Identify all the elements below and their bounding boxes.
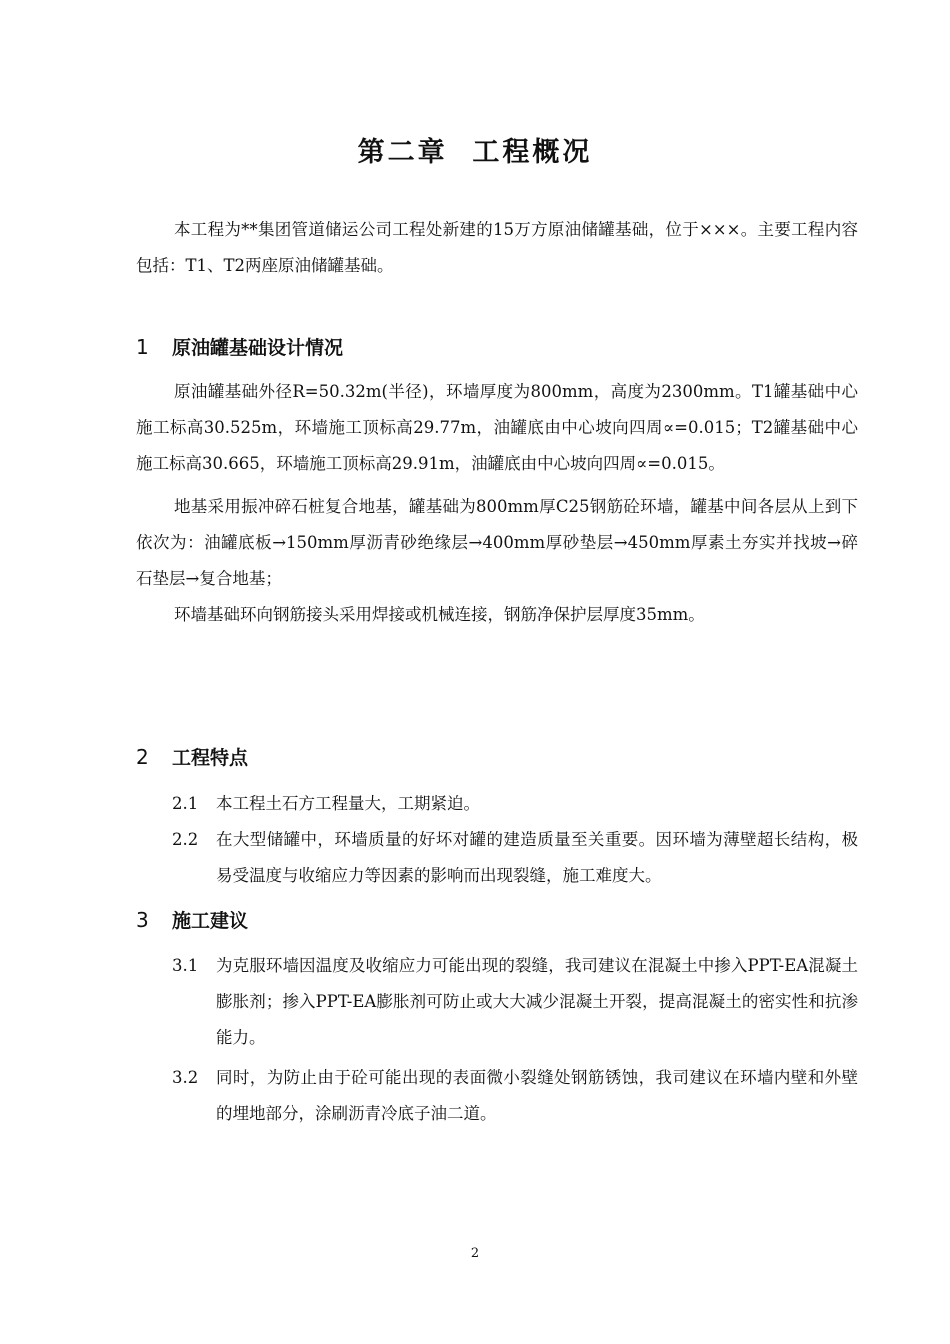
paragraph: 环墙基础环向钢筋接头采用焊接或机械连接，钢筋净保护层厚度35mm。 <box>174 605 705 624</box>
section-heading-1 <box>136 333 343 360</box>
item-number: 3.2 <box>172 1068 199 1087</box>
item-number: 3.1 <box>172 956 199 975</box>
item-number: 2.2 <box>172 830 199 849</box>
paragraph: 地基采用振冲碎石桩复合地基，罐基础为800mm厚C25钢筋砼环墙，罐基中间各层从上到下依次为：油罐底板→150mm厚沥青砂绝缘层→400mm厚砂垫层→450mm厚素土夯实并找坡→碎石垫层→复合地基； <box>136 497 858 588</box>
section-title: 原油罐基础设计情况 <box>172 337 344 359</box>
list-item <box>172 786 858 822</box>
page-number: 2 <box>470 1246 480 1261</box>
intro-paragraph: 本工程为**集团管道储运公司工程处新建的15万方原油储罐基础，位于×××。主要工程内容包括：T1、T2两座原油储罐基础。 <box>136 220 858 275</box>
item-text: 本工程土石方工程量大，工期紧迫。 <box>216 794 480 813</box>
section-title: 工程特点 <box>172 747 249 769</box>
section-number: 1 <box>136 335 149 359</box>
item-text: 为克服环墙因温度及收缩应力可能出现的裂缝，我司建议在混凝土中掺入PPT-EA混凝土膨胀剂；掺入PPT-EA膨胀剂可防止或大大减少混凝土开裂，提高混凝土的密实性和抗渗能力。 <box>216 956 858 1047</box>
item-text: 在大型储罐中，环墙质量的好坏对罐的建造质量至关重要。因环墙为薄壁超长结构，极易受温度与收缩应力等因素的影响而出现裂缝，施工难度大。 <box>216 830 858 885</box>
section-heading-2 <box>136 743 248 770</box>
section-number: 2 <box>136 745 149 769</box>
chapter-title: 第二章 工程概况 <box>357 137 593 168</box>
list-item <box>172 1060 858 1132</box>
section-heading-3 <box>136 906 248 933</box>
section-1-body <box>136 374 858 633</box>
item-text: 同时，为防止由于砼可能出现的表面微小裂缝处钢筋锈蚀，我司建议在环墙内壁和外壁的埋地部分，涂刷沥青冷底子油二道。 <box>216 1068 858 1123</box>
section-title: 施工建议 <box>172 910 249 932</box>
list-item <box>172 822 858 894</box>
paragraph: 原油罐基础外径R=50.32m(半径)，环墙厚度为800mm，高度为2300mm。T1罐基础中心施工标高30.525m，环墙施工顶标高29.77m，油罐底由中心坡向四周∝=0.015；T2罐基础中心施工标高30.665，环墙施工顶标高29.91m，油罐底由中心坡向四周∝=0.015。 <box>136 382 858 473</box>
intro-block <box>136 212 858 284</box>
item-number: 2.1 <box>172 794 199 813</box>
section-number: 3 <box>136 908 149 932</box>
list-item <box>172 948 858 1056</box>
